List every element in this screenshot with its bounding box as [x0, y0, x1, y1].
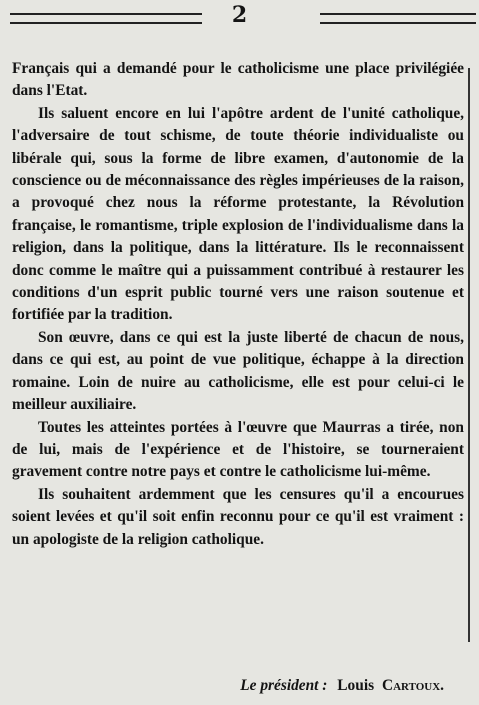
paragraph-2: Ils saluent encore en lui l'apôtre ardent de l'unité catholique, l'adversaire de tout schisme, de toute théorie individualiste ou libérale qui, sous la forme de libre examen, d'autonomie de la conscience ou de méconnaissance des règles impérieuses de la raison, a provoqué chez nous la réforme protestante, la Révolution française, le romantisme, triple explosion de l'individualisme dans la religion, dans la politique, dans la littérature. Ils le reconnaissent donc comme le maître qui a puissamment contribué à restaurer les conditions d'un esprit public tourné vers une raison soutenue et fortifiée par la tradition.: [12, 104, 464, 324]
column-rule: [468, 68, 470, 642]
signature: [0, 677, 444, 695]
page-header: [0, 0, 479, 44]
signature-first-name: Louis: [337, 677, 375, 694]
page-number: 2: [231, 2, 248, 28]
header-rule-right: [320, 13, 476, 24]
article-body: [12, 58, 464, 551]
signature-role: Le président :: [240, 677, 328, 694]
paragraph-1: Français qui a demandé pour le catholicisme une place privilégiée dans l'Etat.: [12, 60, 464, 100]
paragraph-3: Son œuvre, dans ce qui est la juste liberté de chacun de nous, dans ce qui est, au point de vue politique, échappe à la direction romaine. Loin de nuire au catholicisme, elle est pour celui-ci le meilleur auxiliaire.: [12, 328, 464, 414]
paragraph-4: Toutes les atteintes portées à l'œuvre que Maurras a tirée, non de lui, mais de l'expérience et de l'histoire, se tourneraient gravement contre notre pays et contre le catholicisme lui-même.: [12, 418, 464, 481]
paragraph-5: Ils souhaitent ardemment que les censures qu'il a encourues soient levées et qu'il soit enfin reconnu pour ce qu'il est vraiment : un apologiste de la religion catholique.: [12, 485, 464, 548]
signature-last-name: Cartoux.: [381, 677, 444, 694]
